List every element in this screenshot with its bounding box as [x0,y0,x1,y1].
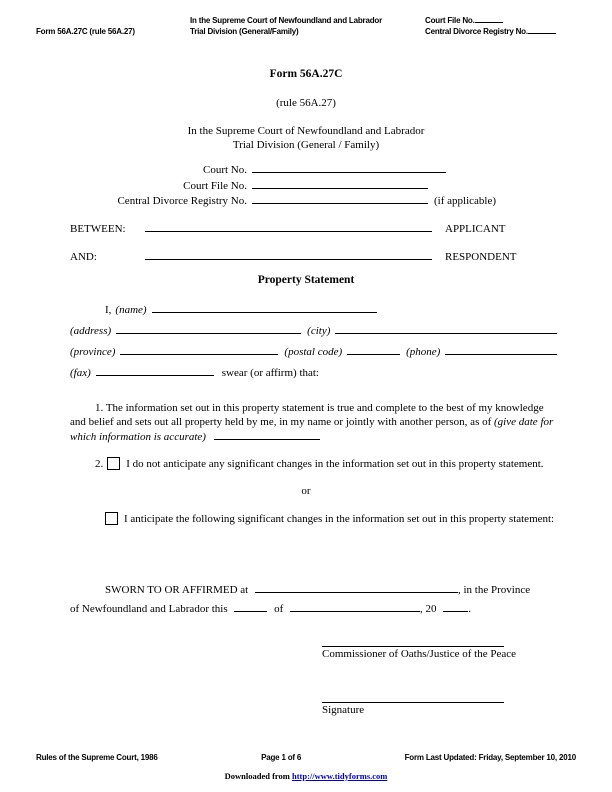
court-no-label: Court No. [203,164,247,176]
commissioner-label: Commissioner of Oaths/Justice of the Peace [322,648,516,660]
page-footer [36,752,576,763]
commissioner-block [322,646,516,661]
court-file-no-label: Court File No. [183,179,247,192]
clause-1 [70,401,557,444]
header-form-ref: Form 56A.27C (rule 56A.27) [36,27,135,36]
form-number-title: Form 56A.27C [269,68,343,80]
signature-line[interactable] [322,702,504,703]
deponent-i-label: I, [105,304,112,316]
fax-row [70,365,557,386]
name-label: (name) [115,304,147,316]
clause-2-option-b [70,511,557,527]
clause1-number: 1. [95,402,104,414]
header-division: Trial Division (General/Family) [190,27,299,36]
title-block [0,68,612,152]
tidyforms-link[interactable]: http://www.tidyforms.com [291,771,388,781]
jurat-period: . [468,603,472,615]
rule-subtitle: (rule 56A.27) [276,97,336,109]
clause1-text: The information set out in this property statement is true and complete to the best of my knowledge and belief and sets out all property held by me, in my name or jointly with another person, as of [70,402,544,428]
parties-section [70,221,557,277]
province-row [70,344,557,365]
property-statement-heading: Property Statement [257,274,355,286]
clause2b-text: I anticipate the following significant changes in the information set out in this property statement: [124,513,555,525]
or-separator: or [301,485,311,497]
address-row [70,323,557,344]
phone-label: (phone) [406,346,441,358]
commissioner-signature-line[interactable] [322,646,504,647]
clause1-date-note: (give date for which information is accurate) [70,416,554,443]
city-label: (city) [307,325,331,337]
sworn-prefix-text: SWORN TO OR AFFIRMED at [105,584,249,596]
court-name-line: In the Supreme Court of Newfoundland and Labrador [187,125,425,137]
jurat-section [70,581,557,619]
division-line: Trial Division (General / Family) [232,138,380,151]
swear-text: swear (or affirm) that: [221,367,319,379]
header-registry-no-field[interactable] [528,26,556,34]
downloaded-line [0,771,612,781]
clause2-number: 2. [95,458,104,470]
registry-no-row [70,193,496,209]
sworn-suffix-text: , in the Province [457,584,531,596]
footer-page-number: Page 1 of 6 [261,753,302,762]
header-file-block [425,15,556,37]
applicant-name-field[interactable] [145,221,432,232]
jurat-line-1 [70,581,557,600]
province-label: (province) [70,346,116,358]
changes-checkbox[interactable] [105,512,118,525]
deponent-section [70,302,557,386]
court-file-no-field[interactable] [252,178,428,189]
registry-no-field[interactable] [252,193,428,204]
footer-updated-text: Form Last Updated: Friday, September 10, 2010 [404,753,576,762]
city-field[interactable] [335,323,557,334]
jurat-year-text: , 20 [420,603,437,615]
between-row [70,221,557,236]
jurat-of-text: of [274,603,284,615]
respondent-label: RESPONDENT [445,251,517,263]
court-no-field[interactable] [252,162,446,173]
no-changes-checkbox[interactable] [107,457,120,470]
downloaded-text: Downloaded from [224,771,292,781]
header-court-block [190,15,382,37]
address-field[interactable] [116,323,301,334]
sworn-day-field[interactable] [234,601,267,612]
sworn-month-field[interactable] [290,601,420,612]
date-accurate-field[interactable] [214,429,320,440]
name-field[interactable] [152,302,377,313]
clause-2-option-a [70,456,557,472]
if-applicable-note: (if applicable) [434,195,496,207]
and-row [70,249,557,264]
and-label: AND: [70,251,97,263]
header-registry-no-label: Central Divorce Registry No. [425,27,528,36]
jurat-line-2 [70,600,557,619]
postal-code-label: (postal code) [284,346,343,358]
respondent-name-field[interactable] [145,249,432,260]
header-court-file-no-label: Court File No. [425,16,475,25]
between-label: BETWEEN: [70,223,126,235]
postal-code-field[interactable] [347,344,400,355]
court-no-row [70,162,496,178]
fax-field[interactable] [96,365,214,376]
fax-label: (fax) [70,367,91,379]
jurat-date-text: of Newfoundland and Labrador this [70,603,228,615]
registry-no-label: Central Divorce Registry No. [117,195,247,207]
header-court-name: In the Supreme Court of Newfoundland and Labrador [190,16,382,25]
sworn-year-field[interactable] [443,601,468,612]
sworn-place-field[interactable] [255,582,458,593]
court-file-no-row [70,178,496,194]
phone-field[interactable] [445,344,557,355]
name-row [70,302,557,323]
address-label: (address) [70,325,112,337]
file-number-fields [70,162,496,209]
applicant-label: APPLICANT [445,223,506,235]
footer-rules-text: Rules of the Supreme Court, 1986 [36,753,158,762]
header-court-file-no-field[interactable] [475,15,503,23]
signature-label: Signature [322,704,365,716]
signature-block [322,702,504,717]
province-field[interactable] [120,344,278,355]
clause2a-text: I do not anticipate any significant changes in the information set out in this property statement. [126,458,544,470]
